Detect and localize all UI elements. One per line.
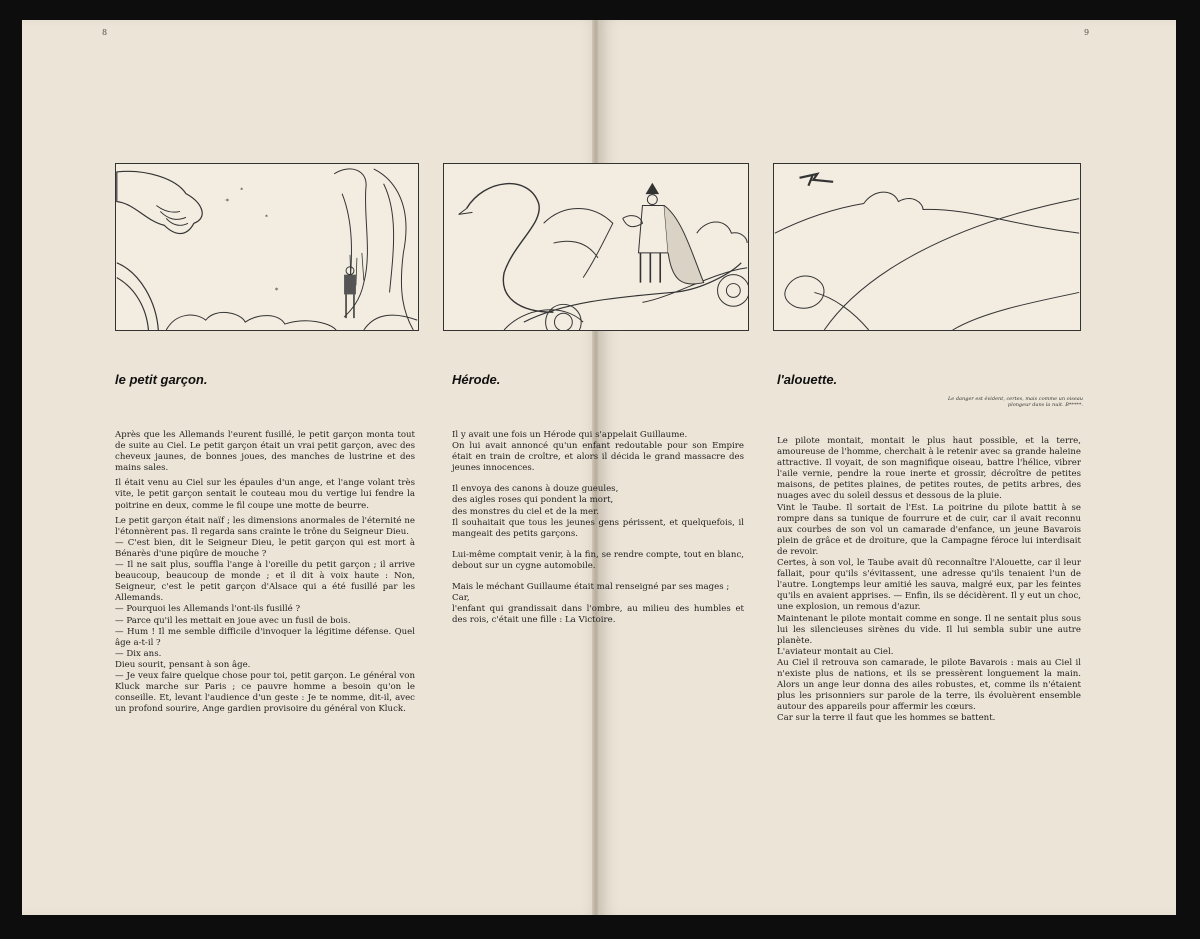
illustration-swan-car xyxy=(443,163,749,331)
page-number-left: 8 xyxy=(102,28,108,37)
paragraph: Lui-même comptait venir, à la fin, se rendre compte, tout en blanc, debout sur un cygne automobile. xyxy=(452,549,744,571)
paragraph: — Dix ans. xyxy=(115,648,162,659)
paragraph: l'enfant qui grandissait dans l'ombre, au milieu des humbles et des rois, c'était une fille : La Victoire. xyxy=(452,604,744,626)
story-text-petit-garcon xyxy=(115,430,415,715)
paragraph: Certes, à son vol, le Taube avait dû reconnaître l'Alouette, car il leur fallait, pour qu'ils s'évitassent, une adresse qu'ils tenaient l'un de l'autre. Longtemps leur amitié les sauva, malgré eux, par les feintes qu'ils en avaient apprises. — Enfin, ils se décidèrent. Il y eut un choc, une explosion, un remous d'azur. xyxy=(777,558,1081,613)
paragraph: Maintenant le pilote montait comme en songe. Il ne sentait plus sous lui les silencieuses sirènes du vide. Il lui sembla subir une autre planète. xyxy=(777,613,1081,646)
paragraph: — Parce qu'il les mettait en joue avec un fusil de bois. xyxy=(115,615,351,626)
illustration-sky-plane xyxy=(773,163,1081,331)
paragraph: Car sur la terre il faut que les hommes se battent. xyxy=(777,713,996,724)
svg-text:*: * xyxy=(225,197,229,206)
paragraph: des monstres du ciel et de la mer. xyxy=(452,506,600,517)
illustration-angel-boy xyxy=(115,163,419,331)
page-number-right: 9 xyxy=(1084,28,1090,37)
svg-text:*: * xyxy=(240,187,244,194)
paragraph: Il y avait une fois un Hérode qui s'appelait Guillaume. xyxy=(452,430,688,440)
svg-text:*: * xyxy=(274,286,279,295)
story-title-herode: Hérode. xyxy=(452,372,501,387)
paragraph: Au Ciel il retrouva son camarade, le pilote Bavarois : mais au Ciel il n'existe plus de nations, et ils se pressèrent longuement la main. Alors un ange leur donna des ailes robustes, et, comme ils n'étaient plus les prisonniers sur parole de la terre, ils évoluèrent ensemble autour des appareils pour affermir les cœurs. xyxy=(777,657,1081,713)
paragraph: — C'est bien, dit le Seigneur Dieu, le petit garçon qui est mort à Bénarès d'une piqûre de mouche ? xyxy=(115,537,415,559)
paragraph: Le pilote montait, montait le plus haut possible, et la terre, amoureuse de l'homme, cherchait à le retenir avec sa grande haleine attractive. Il voyait, de son magnifique oiseau, battre l'hélice, vibrer l'aile vernie, pendre la roue inerte et grossir, décroître de petites maisons, de petites plaines, de petites routes, de petits arbres, des nuages avec du soleil dessus et dessous de la pluie. xyxy=(777,436,1081,502)
paragraph: Il était venu au Ciel sur les épaules d'un ange, et l'ange volant très vite, le petit garçon sentait le couteau mou du vertige lui fendre la poitrine en deux, comme le fil coupe une motte de beurre. xyxy=(115,478,415,511)
paragraph: Vint le Taube. Il sortait de l'Est. La poitrine du pilote battit à se rompre dans sa tunique de fourrure et de cuir, car il avait reconnu aux courbes de son vol un camarade d'enfance, un jeune Bavarois plein de grâce et de droiture, que la Campagne féroce lui interdisait de revoir. xyxy=(777,502,1081,557)
story-title-alouette: l'alouette. xyxy=(777,372,838,387)
paragraph: — Hum ! Il me semble difficile d'invoquer la légitime défense. Quel âge a-t-il ? xyxy=(115,626,415,648)
paragraph: Après que les Allemands l'eurent fusillé, le petit garçon monta tout de suite au Ciel. Le petit garçon était un vrai petit garçon, avec des cheveux jaunes, de bonnes joues, des manches de lustrine et des mains sales. xyxy=(115,430,415,474)
paragraph: Il envoya des canons à douze gueules, xyxy=(452,484,619,495)
paragraph: Il souhaitait que tous les jeunes gens périssent, et quelquefois, il mangeait des petits garçons. xyxy=(452,517,744,539)
story-title-petit-garcon: le petit garçon. xyxy=(115,372,208,387)
epigraph-alouette: Le danger est évident, certes, mais comme un oiseau plongeur dans la nuit. B*****. xyxy=(947,396,1083,408)
paragraph: Dieu sourit, pensant à son âge. xyxy=(115,659,251,670)
paragraph: Mais le méchant Guillaume était mal renseigné par ses mages ; xyxy=(452,582,730,593)
paragraph: — Pourquoi les Allemands l'ont-ils fusillé ? xyxy=(115,604,301,615)
paragraph: des aigles roses qui pondent la mort, xyxy=(452,495,614,506)
svg-text:*: * xyxy=(265,214,268,221)
paragraph: On lui avait annoncé qu'un enfant redoutable pour son Empire était en train de croître, et alors il décida le grand massacre des jeunes innocences. xyxy=(452,441,744,474)
paragraph: — Je veux faire quelque chose pour toi, petit garçon. Le général von Kluck marche sur Paris ; ce pauvre homme a besoin qu'on le conseille. Et, levant l'audience d'un geste : Je te nomme, dit-il, avec un profond sourire, Ange gardien provisoire du général von Kluck. xyxy=(115,670,415,715)
paragraph: — Il ne sait plus, souffla l'ange à l'oreille du petit garçon ; il arrive beaucoup, beaucoup de monde ; et il dit à voix haute : Non, Seigneur, c'est le petit garçon d'Alsace qui a été fusillé par les Allemands. xyxy=(115,560,415,604)
paragraph: Car, xyxy=(452,593,470,604)
paragraph: L'aviateur montait au Ciel. xyxy=(777,646,894,657)
paragraph: Le petit garçon était naïf ; les dimensions anormales de l'éternité ne l'étonnèrent pas. Il regarda sans crainte le trône du Seigneur Dieu. xyxy=(115,515,415,537)
story-text-alouette xyxy=(777,436,1081,724)
story-text-herode xyxy=(452,430,744,626)
